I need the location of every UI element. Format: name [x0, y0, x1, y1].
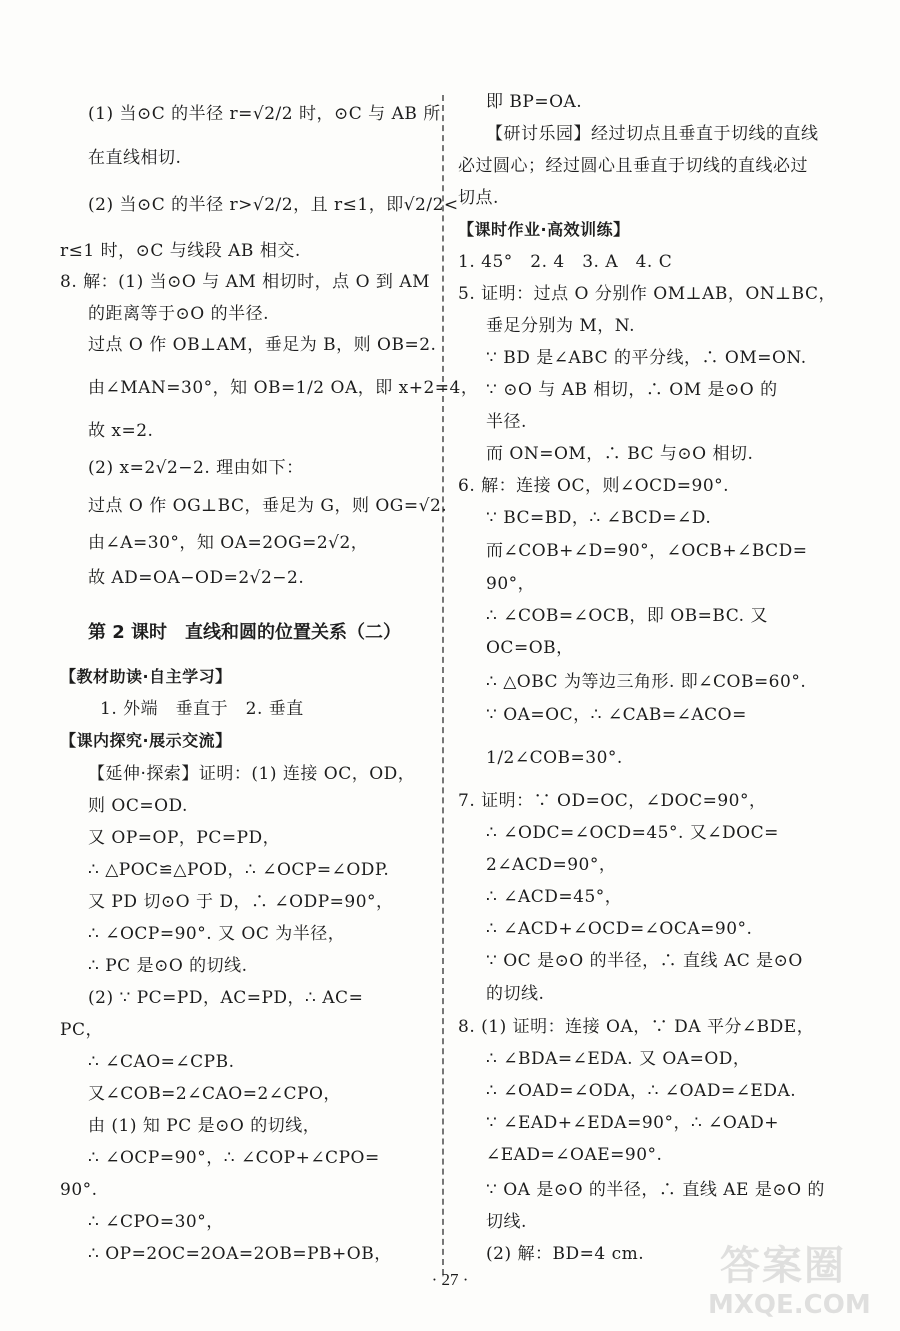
text-line: 90°，	[486, 574, 536, 594]
text-line: ∴ ∠ODC=∠OCD=45°. 又∠DOC=	[486, 823, 779, 843]
text-line: (2) ∵ PC=PD，AC=PD，∴ AC=	[88, 988, 364, 1008]
text-line: 而 ON=OM，∴ BC 与⊙O 相切.	[486, 444, 754, 464]
text-line: 在直线相切.	[88, 148, 182, 168]
text-line: 又∠COB=2∠CAO=2∠CPO，	[88, 1084, 341, 1104]
text-line: 由∠MAN=30°，知 OB=1/2 OA，即 x+2=4，	[88, 378, 479, 398]
text-line: 则 OC=OD.	[88, 796, 188, 816]
watermark-text: 答案圈	[720, 1243, 846, 1289]
text-line: ∵ OA=OC，∴ ∠CAB=∠ACO=	[486, 705, 747, 725]
text-line: ∵ OC 是⊙O 的半径，∴ 直线 AC 是⊙O	[486, 951, 803, 971]
text-line: 过点 O 作 OB⊥AM，垂足为 B，则 OB=2.	[88, 335, 437, 355]
text-line: ∴ ∠OAD=∠ODA，∴ ∠OAD=∠EDA.	[486, 1081, 797, 1101]
text-line: 切点.	[458, 188, 499, 208]
text-line: OC=OB，	[486, 638, 574, 658]
text-line: ∴ ∠CAO=∠CPB.	[88, 1052, 235, 1072]
section-heading: 【课内探究·展示交流】	[60, 731, 232, 750]
text-line: ∴ ∠COB=∠OCB，即 OB=BC. 又	[486, 606, 768, 626]
text-line: ∵ OA 是⊙O 的半径，∴ 直线 AE 是⊙O 的	[486, 1180, 825, 1200]
text-line: ∴ OP=2OC=2OA=2OB=PB+OB，	[88, 1244, 392, 1264]
text-line: 1. 外端 垂直于 2. 垂直	[100, 699, 304, 719]
watermark-url: MXQE.COM	[708, 1290, 871, 1320]
text-line: 即 BP=OA.	[486, 92, 583, 112]
text-line: (2) x=2√2−2. 理由如下：	[88, 458, 304, 478]
text-line: 的距离等于⊙O 的半径.	[88, 304, 269, 324]
text-line: (1) 当⊙C 的半径 r=√2/2 时，⊙C 与 AB 所	[88, 104, 441, 124]
text-line: 过点 O 作 OG⊥BC，垂足为 G，则 OG=√2.	[88, 496, 448, 516]
text-line: 6. 解：连接 OC，则∠OCD=90°.	[458, 476, 730, 496]
text-line: PC，	[60, 1020, 103, 1040]
text-line: ∴ ∠BDA=∠EDA. 又 OA=OD，	[486, 1049, 751, 1069]
text-line: 90°.	[60, 1180, 98, 1200]
text-line: 5. 证明：过点 O 分别作 OM⊥AB，ON⊥BC，	[458, 284, 836, 304]
text-line: 故 x=2.	[88, 421, 154, 441]
text-line: 半径.	[486, 412, 527, 432]
text-line: r≤1 时，⊙C 与线段 AB 相交.	[60, 241, 301, 261]
text-line: ∴ △POC≌△POD，∴ ∠OCP=∠ODP.	[88, 860, 390, 880]
column-divider	[442, 95, 444, 1275]
text-line: ∵ ⊙O 与 AB 相切，∴ OM 是⊙O 的	[486, 380, 778, 400]
watermark-logo	[700, 1232, 890, 1322]
page-number: · 27 ·	[431, 1270, 469, 1289]
text-line: ∵ ∠EAD+∠EDA=90°，∴ ∠OAD+	[486, 1113, 780, 1133]
text-line: ∠EAD=∠OAE=90°.	[486, 1145, 663, 1165]
text-line: 垂足分别为 M，N.	[486, 316, 636, 336]
text-line: ∴ ∠ACD=45°，	[486, 887, 623, 907]
text-line: 【研讨乐园】经过切点且垂直于切线的直线	[486, 124, 819, 144]
text-line: 由 (1) 知 PC 是⊙O 的切线，	[88, 1116, 321, 1136]
section-title: 第 2 课时 直线和圆的位置关系（二）	[88, 622, 402, 643]
text-line: (2) 解：BD=4 cm.	[486, 1244, 645, 1264]
text-line: 【延伸·探索】证明：(1) 连接 OC，OD，	[88, 764, 416, 784]
text-line: 必过圆心；经过圆心且垂直于切线的直线必过	[458, 156, 808, 176]
text-line: (2) 当⊙C 的半径 r>√2/2，且 r≤1，即√2/2<	[88, 195, 459, 215]
text-line: ∵ BD 是∠ABC 的平分线，∴ OM=ON.	[486, 348, 807, 368]
text-line: 而∠COB+∠D=90°，∠OCB+∠BCD=	[486, 541, 808, 561]
text-line: ∴ ∠ACD+∠OCD=∠OCA=90°.	[486, 919, 753, 939]
text-line: 7. 证明：∵ OD=OC，∠DOC=90°，	[458, 791, 767, 811]
text-line: 1. 45° 2. 4 3. A 4. C	[458, 252, 673, 272]
text-line: 8. 解：(1) 当⊙O 与 AM 相切时，点 O 到 AM	[60, 272, 431, 292]
text-line: ∴ ∠OCP=90°. 又 OC 为半径，	[88, 924, 346, 944]
text-line: 故 AD=OA−OD=2√2−2.	[88, 568, 305, 588]
text-line: 的切线.	[486, 984, 545, 1004]
text-line: 由∠A=30°，知 OA=2OG=2√2，	[88, 533, 369, 553]
text-line: ∴ PC 是⊙O 的切线.	[88, 956, 248, 976]
text-line: ∵ BC=BD，∴ ∠BCD=∠D.	[486, 508, 712, 528]
text-line: 1/2∠COB=30°.	[486, 748, 623, 768]
text-line: 又 OP=OP，PC=PD，	[88, 828, 281, 848]
text-line: ∴ ∠CPO=30°，	[88, 1212, 224, 1232]
text-line: 切线.	[486, 1212, 527, 1232]
text-line: ∴ ∠OCP=90°，∴ ∠COP+∠CPO=	[88, 1148, 380, 1168]
text-line: 2∠ACD=90°，	[486, 855, 617, 875]
section-heading: 【课时作业·高效训练】	[458, 220, 630, 239]
text-line: 又 PD 切⊙O 于 D，∴ ∠ODP=90°，	[88, 892, 394, 912]
text-line: ∴ △OBC 为等边三角形. 即∠COB=60°.	[486, 672, 807, 692]
section-heading: 【教材助读·自主学习】	[60, 667, 232, 686]
text-line: 8. (1) 证明：连接 OA，∵ DA 平分∠BDE，	[458, 1017, 815, 1037]
